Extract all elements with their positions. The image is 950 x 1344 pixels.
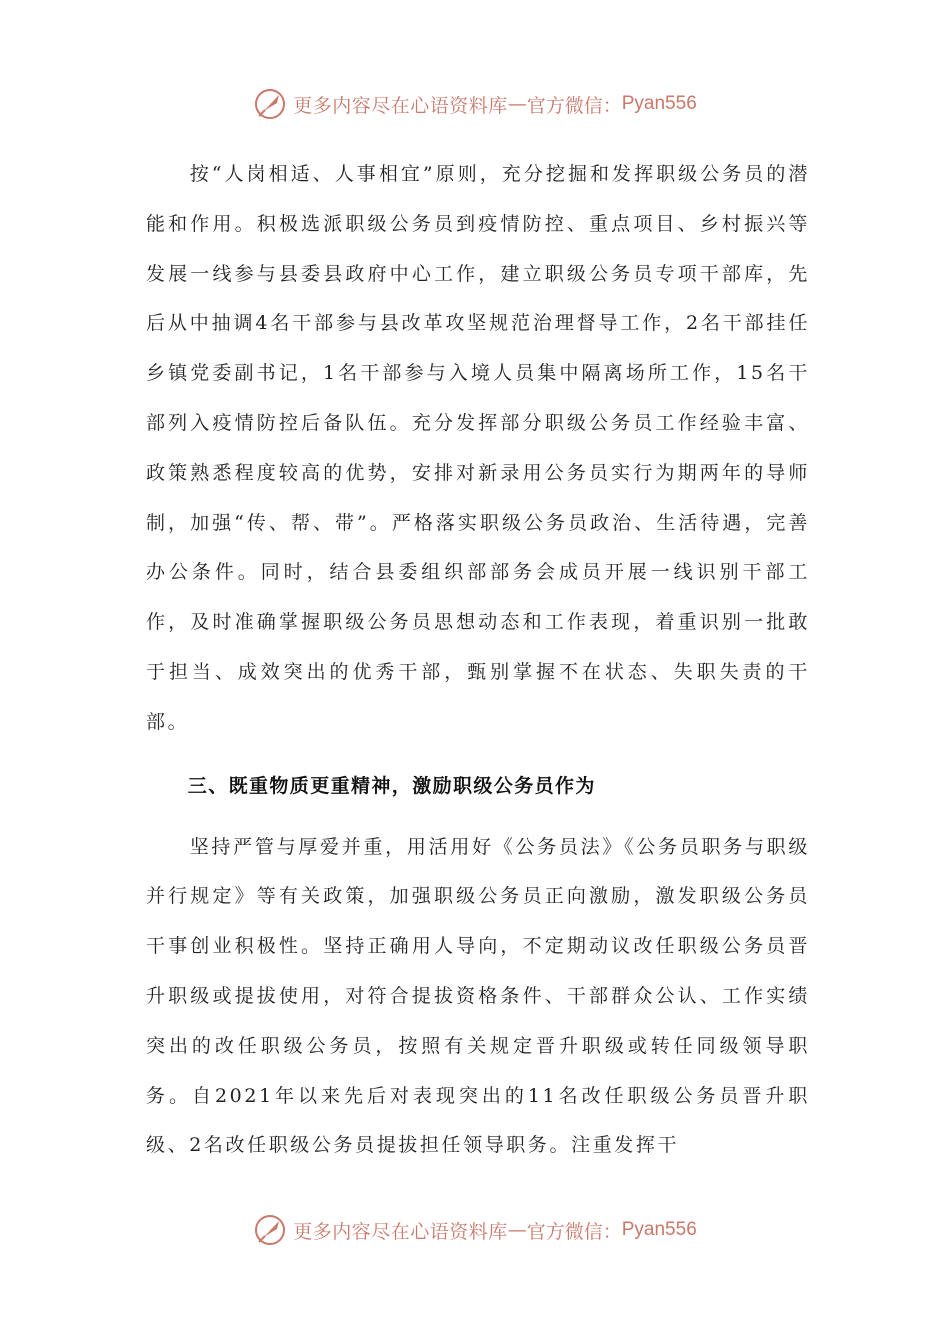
document-body xyxy=(146,150,810,1171)
body-paragraph: 按“人岗相适、人事相宜”原则，充分挖掘和发挥职级公务员的潜能和作用。积极选派职级公务员到疫情防控、重点项目、乡村振兴等发展一线参与县委县政府中心工作，建立职级公务员专项干部库，先后从中抽调4名干部参与县改革攻坚规范治理督导工作，2名干部挂任乡镇党委副书记，1名干部参与入境人员集中隔离场所工作，15名干部列入疫情防控后备队伍。充分发挥部分职级公务员工作经验丰富、政策熟悉程度较高的优势，安排对新录用公务员实行为期两年的导师制，加强“传、帮、带”。严格落实职级公务员政治、生活待遇，完善办公条件。同时，结合县委组织部部务会成员开展一线识别干部工作，及时准确掌握职级公务员思想动态和工作表现，着重识别一批敢于担当、成效突出的优秀干部，甄别掌握不在状态、失职失责的干部。 xyxy=(146,163,810,733)
watermark-text: 更多内容尽在心语资料库 xyxy=(293,1220,508,1243)
watermark-wechat-id: Pyan556 xyxy=(621,1219,697,1240)
section-heading: 三、既重物质更重精神，激励职级公务员作为 xyxy=(187,774,596,797)
watermark-text: 更多内容尽在心语资料库 xyxy=(293,94,508,117)
watermark-wechat-id: Pyan556 xyxy=(621,93,697,114)
footer-watermark-banner xyxy=(0,1210,950,1250)
watermark-wechat-label: 官方微信： xyxy=(526,94,622,117)
watermark-wechat-label: 官方微信： xyxy=(526,1220,622,1243)
body-paragraph: 坚持严管与厚爱并重，用活用好《公务员法》《公务员职务与职级并行规定》等有关政策，加强职级公务员正向激励，激发职级公务员干事创业积极性。坚持正确用人导向，不定期动议改任职级公务员晋升职级或提拔使用，对符合提拔资格条件、干部群众公认、工作实绩突出的改任职级公务员，按照有关规定晋升职级或转任同级领导职务。自2021年以来先后对表现突出的11名改任职级公务员晋升职级、2名改任职级公务员提拔担任领导职务。注重发挥干 xyxy=(146,835,810,1157)
quill-logo-icon xyxy=(253,1213,287,1247)
watermark-separator: — xyxy=(507,1219,527,1241)
header-watermark-banner xyxy=(0,84,950,124)
watermark-separator: — xyxy=(507,93,527,115)
quill-logo-icon xyxy=(253,87,287,121)
